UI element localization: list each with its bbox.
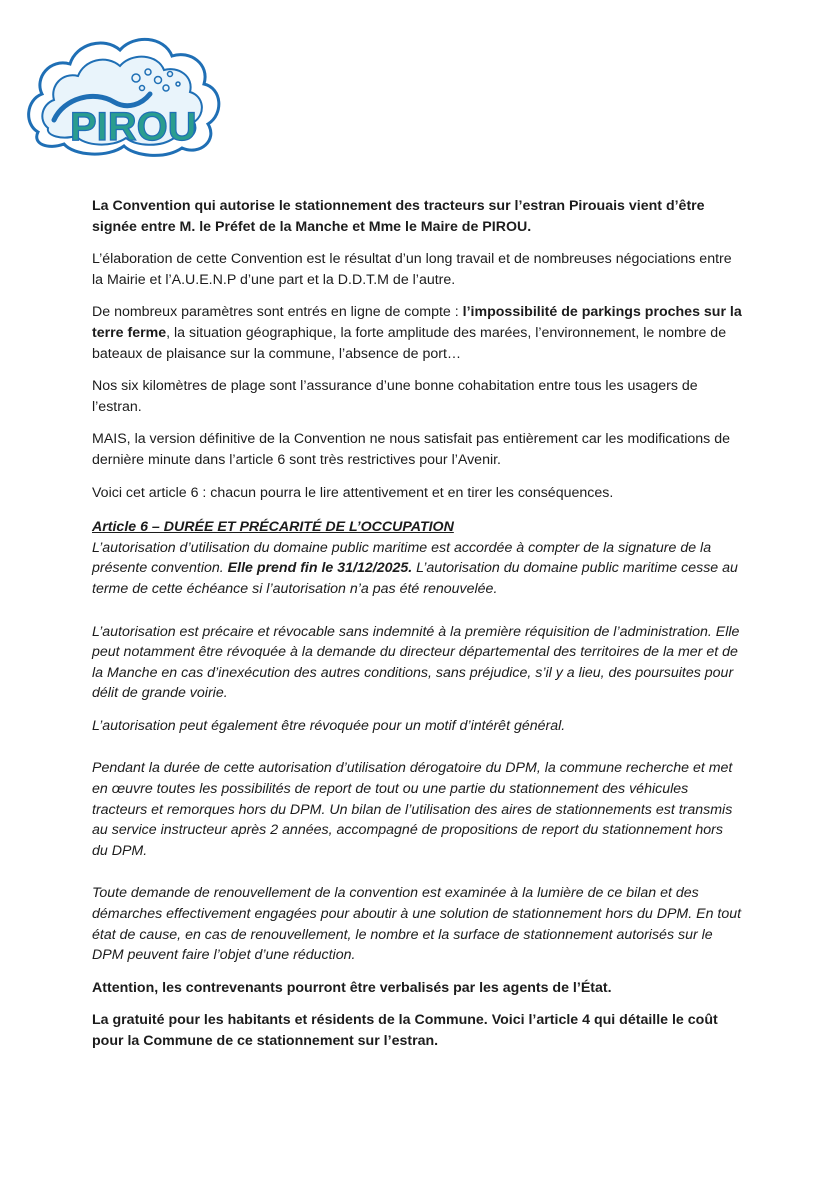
article-6	[92, 517, 742, 966]
article-paragraph-4: Pendant la durée de cette autorisation d’utilisation dérogatoire du DPM, la commune recherche et met en œuvre toutes les possibilités de report de tout ou une partie du stationnement des véhicules tracteurs et remorques hors du DPM. Un bilan de l’utilisation des aires de stationnements est transmis au service instructeur après 2 années, accompagné de propositions de report du stationnement hors du DPM.	[92, 760, 733, 859]
svg-text:PIROU: PIROU	[70, 105, 197, 149]
intro-paragraph: L’élaboration de cette Convention est le résultat d’un long travail et de nombreuses négociations entre la Mairie et l’A.U.E.N.P d’une part et la D.D.T.M de l’autre.	[92, 251, 732, 288]
article-title: Article 6 – DURÉE ET PRÉCARITÉ DE L’OCCUPATION	[92, 519, 454, 536]
cloud-logo-icon	[24, 28, 224, 160]
article-paragraph-2: L’autorisation est précaire et révocable sans indemnité à la première réquisition de l’administration. Elle peut notamment être révoquée à la demande du directeur départemental des territoires de la mer et de la Manche en cas d’inexécution des autres conditions, sans préjudice, s’il y a lieu, des poursuites pour délit de grande voirie.	[92, 623, 740, 702]
article-paragraph-3: L’autorisation peut également être révoquée pour un motif d’intérêt général.	[92, 717, 566, 734]
end-date-emphasis: Elle prend fin le 31/12/2025.	[227, 560, 413, 577]
article-intro-paragraph: Voici cet article 6 : chacun pourra le lire attentivement et en tirer les conséquences.	[92, 484, 614, 501]
pirou-logo	[24, 28, 224, 160]
document-body	[92, 196, 742, 1064]
mais-paragraph: MAIS, la version définitive de la Convention ne nous satisfait pas entièrement car les modifications de dernière minute dans l’article 6 sont très restrictives pour l’Avenir.	[92, 431, 730, 468]
article-paragraph-1: L’autorisation d’utilisation du domaine public maritime est accordée à compter de la signature de la présente convention. Elle prend fin le 31/12/2025. L’autorisation du domaine public maritime cesse au terme de cette échéance si l’autorisation n’a pas été renouvelée.	[92, 539, 738, 597]
warning-paragraph: Attention, les contrevenants pourront être verbalisés par les agents de l’État.	[92, 979, 612, 996]
free-parking-paragraph: La gratuité pour les habitants et résidents de la Commune. Voici l’article 4 qui détaille le coût pour la Commune de ce stationnement sur l’estran.	[92, 1012, 718, 1049]
parameters-paragraph: De nombreux paramètres sont entrés en ligne de compte : l’impossibilité de parkings proches sur la terre ferme, la situation géographique, la forte amplitude des marées, l’environnement, le nombre de bateaux de plaisance sur la commune, l’absence de port…	[92, 304, 742, 362]
parking-emphasis: l’impossibilité de parkings proches sur la terre ferme	[92, 304, 742, 341]
beach-paragraph: Nos six kilomètres de plage sont l’assurance d’une bonne cohabitation entre tous les usagers de l’estran.	[92, 378, 698, 415]
article-paragraph-5: Toute demande de renouvellement de la convention est examinée à la lumière de ce bilan et des démarches effectivement engagées pour aboutir à une solution de stationnement hors du DPM. En tout état de cause, en cas de renouvellement, le nombre et la surface de stationnement autorisés sur le DPM peuvent faire l’objet d’une réduction.	[92, 885, 742, 964]
intro-heading: La Convention qui autorise le stationnement des tracteurs sur l’estran Pirouais vient d’être signée entre M. le Préfet de la Manche et Mme le Maire de PIROU.	[92, 198, 705, 235]
